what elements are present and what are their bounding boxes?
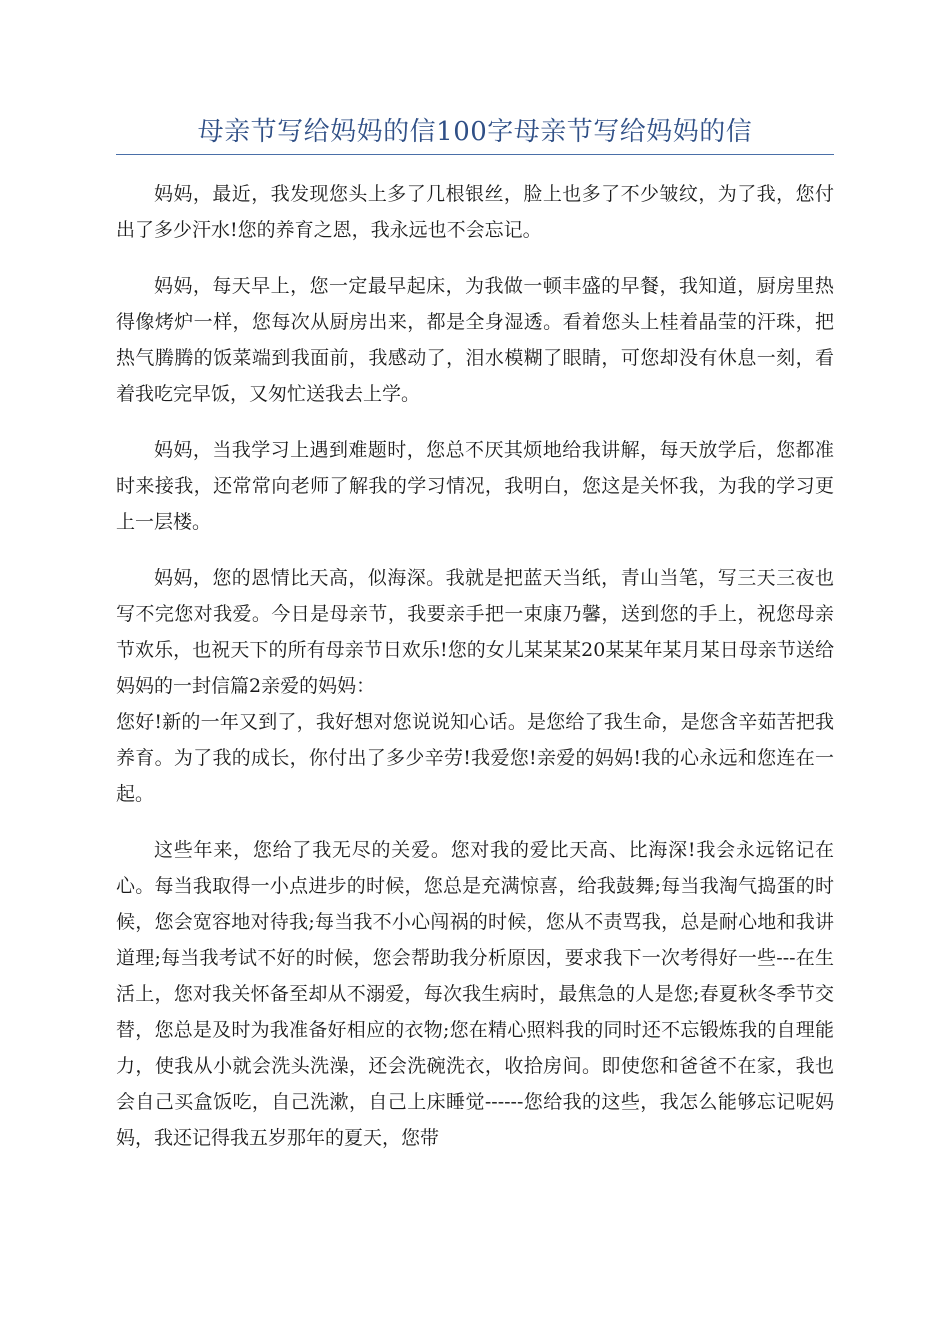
paragraph-2: 妈妈，每天早上，您一定最早起床，为我做一顿丰盛的早餐，我知道，厨房里热得像烤炉一样，您每次从厨房出来，都是全身湿透。看着您头上桂着晶莹的汗珠，把热气腾腾的饭菜端到我面前，我感动了，泪水模糊了眼睛，可您却没有休息一刻，看着我吃完早饭，又匆忙送我去上学。	[116, 275, 834, 405]
paragraph-1: 妈妈，最近，我发现您头上多了几根银丝，脸上也多了不少皱纹，为了我，您付出了多少汗水!您的养育之恩，我永远也不会忘记。	[116, 183, 834, 241]
document-body	[116, 176, 834, 1176]
document-title: 母亲节写给妈妈的信100字母亲节写给妈妈的信	[197, 117, 753, 147]
title-underline	[116, 154, 834, 155]
paragraph-6: 这些年来，您给了我无尽的关爱。您对我的爱比天高、比海深!我会永远铭记在心。每当我取得一小点进步的时候，您总是充满惊喜，给我鼓舞;每当我淘气捣蛋的时候，您会宽容地对待我;每当我不小心闯祸的时候，您从不责骂我，总是耐心地和我讲道理;每当我考试不好的时候，您会帮助我分析原因，要求我下一次考得好一些---在生活上，您对我关怀备至却从不溺爱，每次我生病时，最焦急的人是您;春夏秋冬季节交替，您总是及时为我准备好相应的衣物;您在精心照料我的同时还不忘锻炼我的自理能力，使我从小就会洗头洗澡，还会洗碗洗衣，收拾房间。即使您和爸爸不在家，我也会自己买盒饭吃，自己洗漱，自己上床睡觉------您给我的这些，我怎么能够忘记呢妈妈，我还记得我五岁那年的夏天，您带	[116, 839, 834, 1149]
paragraph-3: 妈妈，当我学习上遇到难题时，您总不厌其烦地给我讲解，每天放学后，您都准时来接我，还常常向老师了解我的学习情况，我明白，您这是关怀我，为我的学习更上一层楼。	[116, 439, 834, 533]
paragraph-4: 妈妈，您的恩情比天高，似海深。我就是把蓝天当纸，青山当笔，写三天三夜也写不完您对我爱。今日是母亲节，我要亲手把一束康乃馨，送到您的手上，祝您母亲节欢乐，也祝天下的所有母亲节日欢乐!您的女儿某某某20某某年某月某日母亲节送给妈妈的一封信篇2亲爱的妈妈：	[116, 567, 834, 697]
paragraph-5: 您好!新的一年又到了，我好想对您说说知心话。是您给了我生命，是您含辛茹苦把我养育。为了我的成长，你付出了多少辛劳!我爱您!亲爱的妈妈!我的心永远和您连在一起。	[116, 711, 834, 805]
